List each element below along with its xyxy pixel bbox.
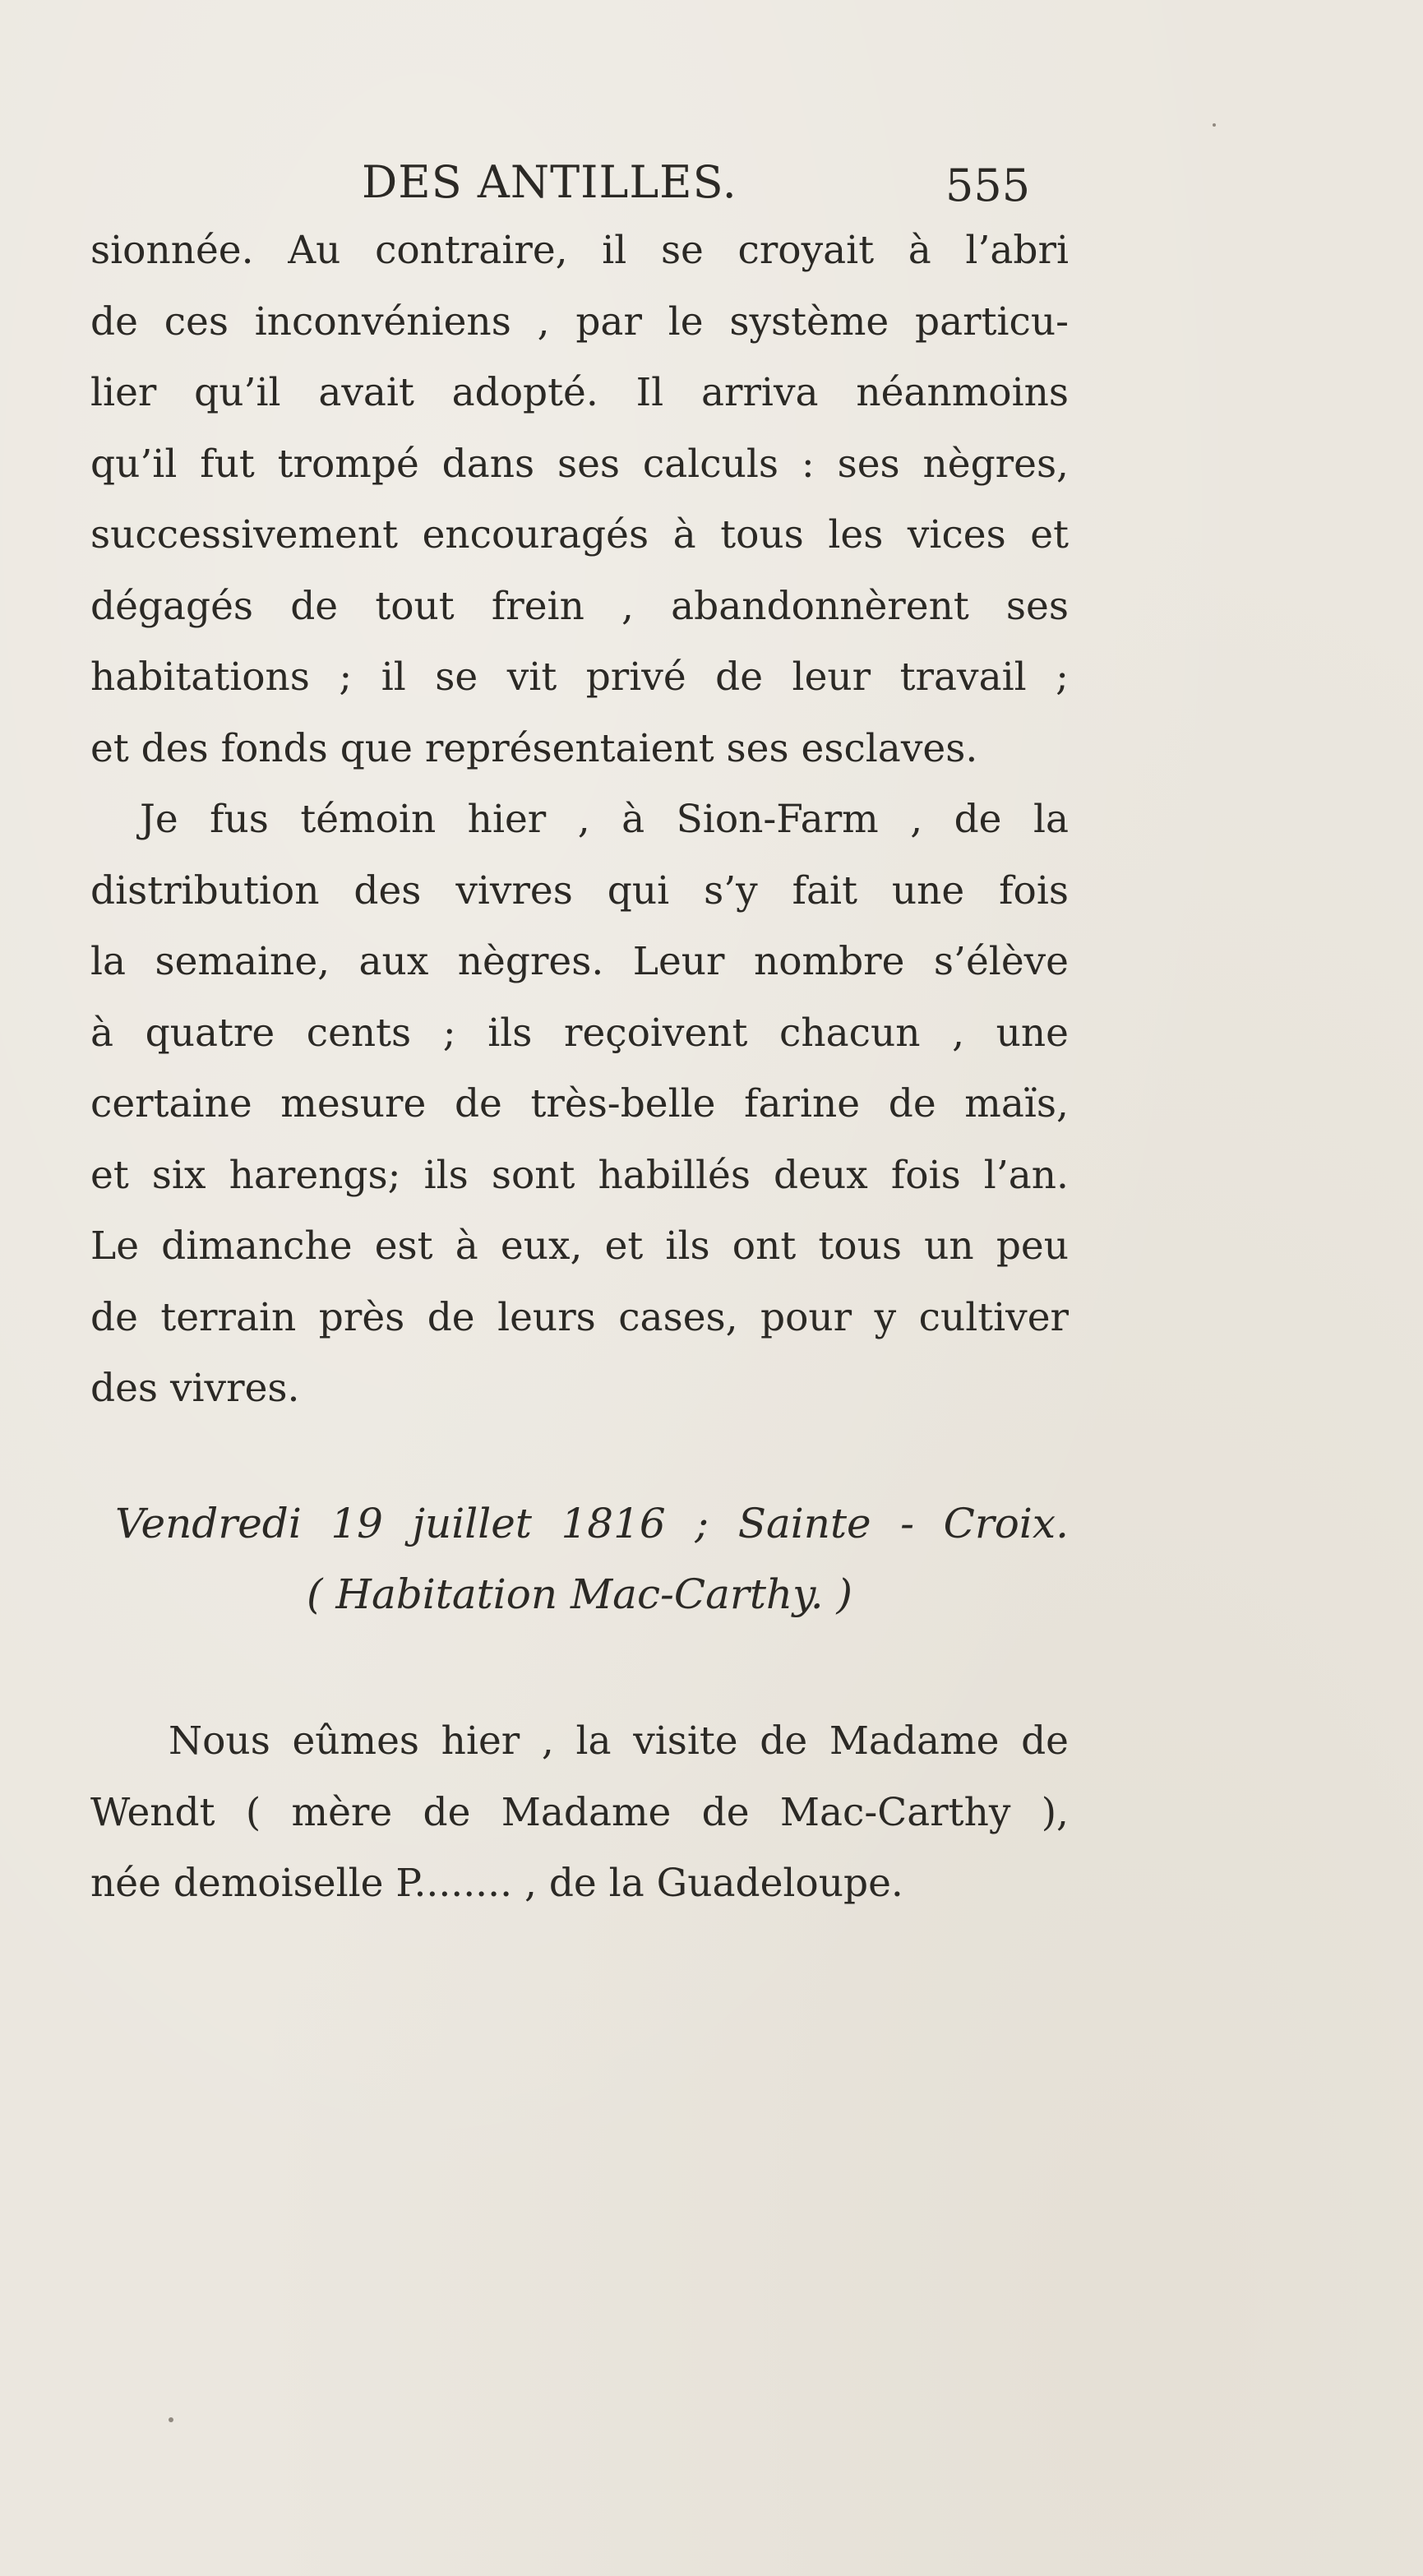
- running-head: [90, 156, 1036, 214]
- text-line: dégagés de tout frein , abandonnèrent ses: [90, 583, 1069, 629]
- text-line: Wendt ( mère de Madame de Mac-Carthy ),: [90, 1789, 1069, 1835]
- heading-date-line: Vendredi 19 juillet 1816 ; Sainte - Croix.: [115, 1500, 1069, 1547]
- text-line: sionnée. Au contraire, il se croyait à l’abri: [90, 228, 1069, 273]
- text-line: lier qu’il avait adopté. Il arriva néanmoins: [90, 370, 1069, 415]
- text-line: distribution des vivres qui s’y fait une fois: [90, 867, 1069, 913]
- text-line: de ces inconvéniens , par le système particu-: [90, 298, 1069, 345]
- running-title: DES ANTILLES.: [362, 156, 737, 208]
- text-line: Nous eûmes hier , la visite de Madame de: [169, 1718, 1069, 1764]
- paper-speck: [1213, 123, 1216, 127]
- text-line: certaine mesure de très-belle farine de maïs,: [90, 1081, 1069, 1126]
- text-line: habitations ; il se vit privé de leur travail ;: [90, 654, 1069, 700]
- text-line: et des fonds que représentaient ses esclaves.: [90, 725, 978, 771]
- section-heading: [90, 1488, 1069, 1630]
- page-number: 555: [945, 160, 1031, 211]
- paper-speck: [169, 2417, 173, 2422]
- text-line: de terrain près de leurs cases, pour y cultiver: [90, 1294, 1069, 1340]
- text-line: à quatre cents ; ils reçoivent chacun , une: [90, 1010, 1069, 1056]
- text-line: Le dimanche est à eux, et ils ont tous un peu: [90, 1223, 1069, 1269]
- body-text: [90, 215, 1069, 1425]
- text-line: qu’il fut trompé dans ses calculs : ses nègres,: [90, 441, 1069, 487]
- paragraph-sion-farm: [90, 784, 1069, 1425]
- text-line: la semaine, aux nègres. Leur nombre s’élève: [90, 939, 1069, 984]
- text-line: Je fus témoin hier , à Sion-Farm , de la: [140, 797, 1069, 842]
- paragraph-visit: [90, 1706, 1069, 1920]
- paragraph-continued: [90, 215, 1069, 784]
- text-line: née demoiselle P........ , de la Guadeloupe.: [90, 1861, 903, 1906]
- text-line: des vivres.: [90, 1366, 300, 1411]
- text-line: successivement encouragés à tous les vices et: [90, 512, 1069, 557]
- text-line: et six harengs; ils sont habillés deux fois l’an.: [90, 1152, 1069, 1198]
- heading-place-line: ( Habitation Mac-Carthy. ): [306, 1570, 853, 1618]
